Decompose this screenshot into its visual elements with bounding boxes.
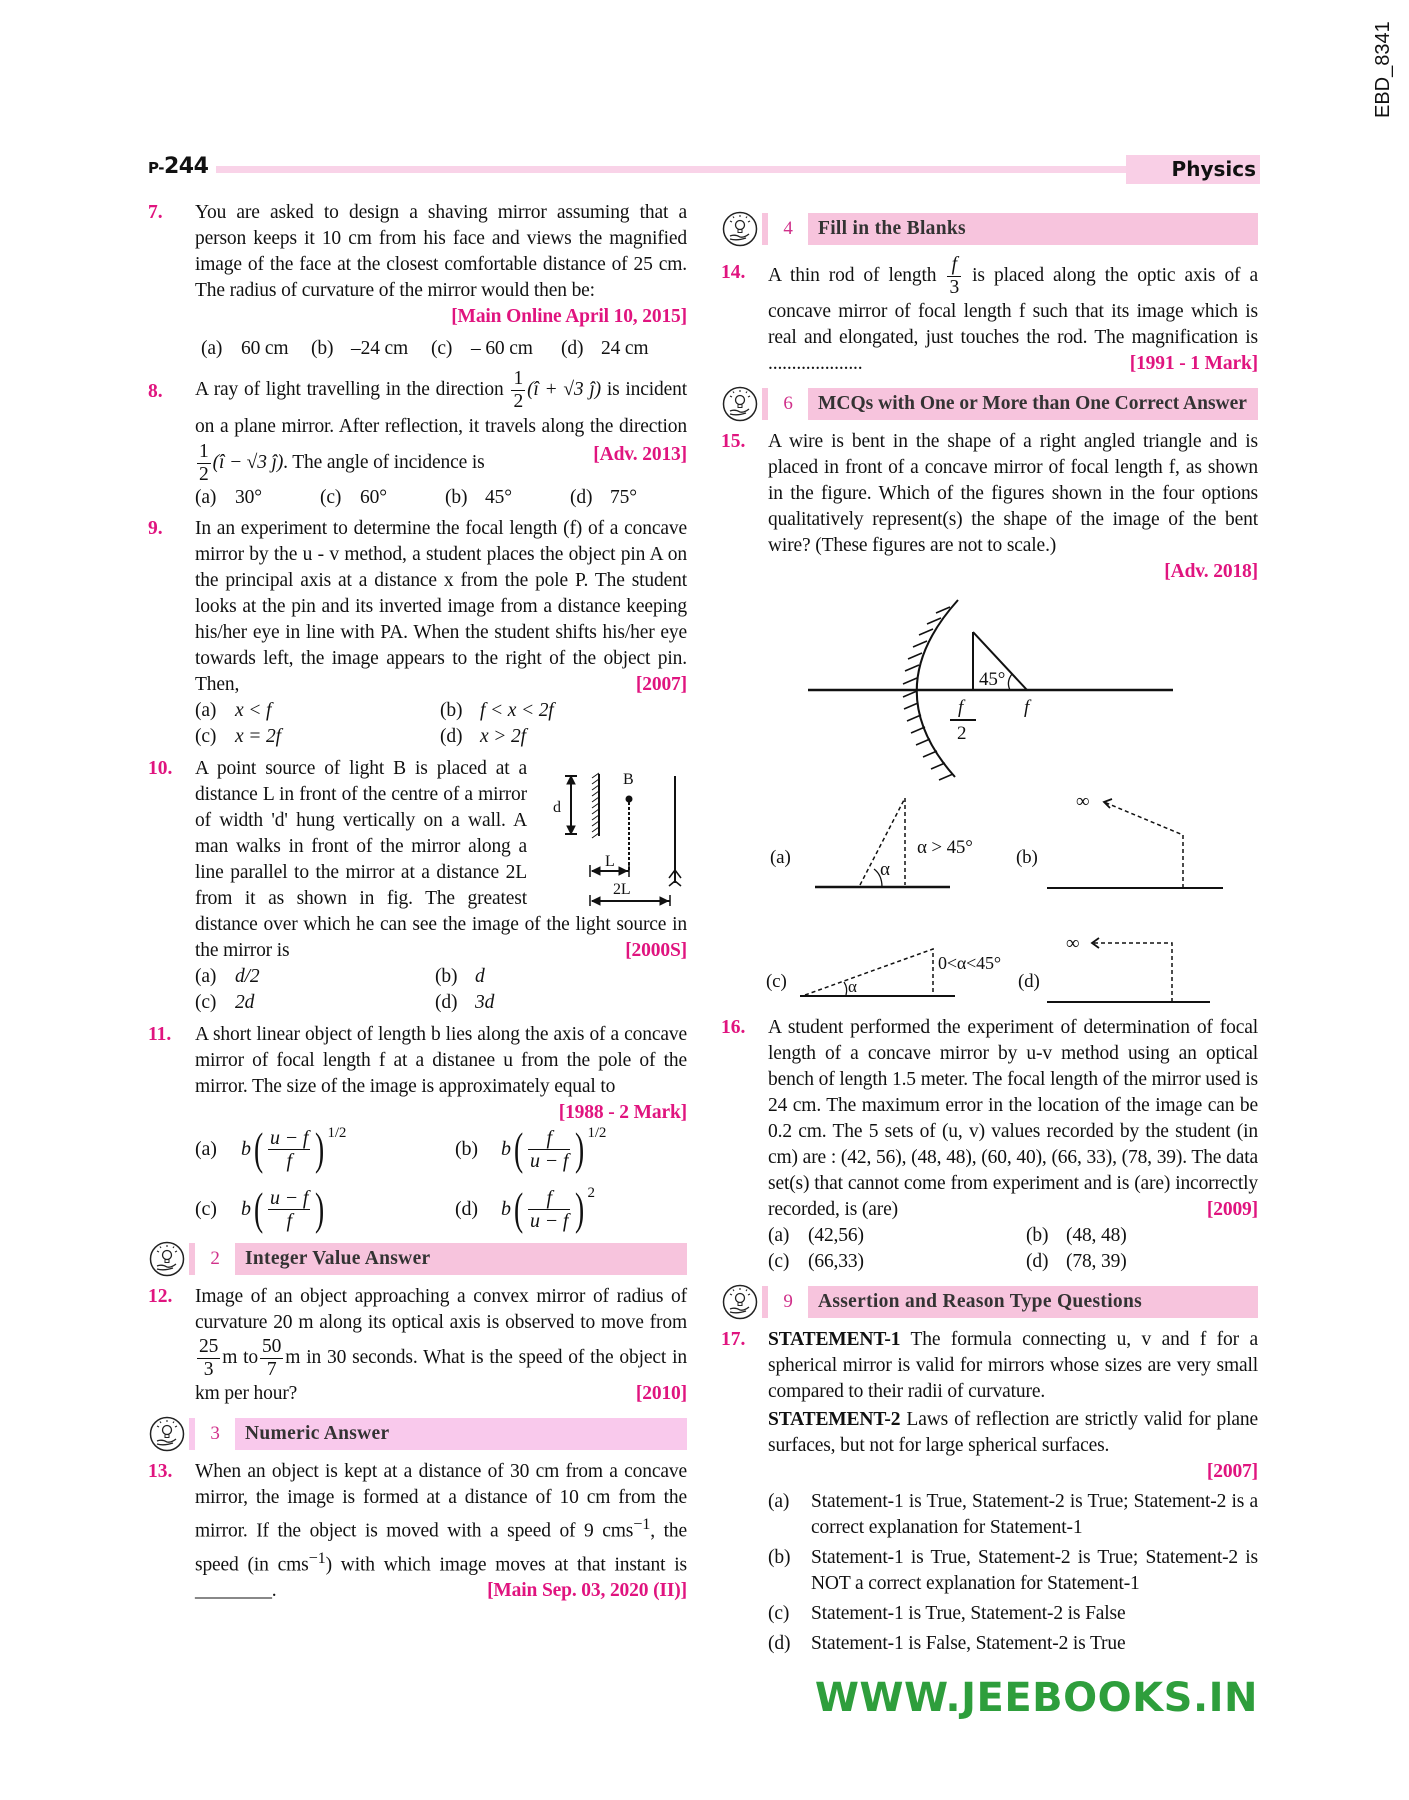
- option-d[interactable]: (d) 3d: [435, 992, 495, 1013]
- mirror-source-figure: [535, 756, 695, 906]
- source-tag: [1991 - 1 Mark]: [1129, 353, 1258, 374]
- label-cond-c: 0<α<45°: [938, 953, 1001, 973]
- label-infinity: ∞: [1066, 933, 1080, 954]
- option-b[interactable]: (b) d: [435, 966, 485, 987]
- option-c[interactable]: (c) 2d: [195, 992, 255, 1013]
- option-d[interactable]: (d) 75°: [570, 487, 637, 508]
- lightbulb-hand-icon: [149, 1416, 185, 1452]
- label-b: B: [623, 771, 634, 788]
- option-d[interactable]: (d) 24 cm: [561, 338, 649, 359]
- source-tag: [2007]: [635, 674, 687, 695]
- question-15: 15. A wire is bent in the shape of a right angled triangle and is placed in front of a concave mirror of focal length f, as shown in the figure. Which of the figures shown in the four options qualitatively represent(s) the shape of the image of the bent wire? (These figures are not to scale.) [Adv. 2018] 45° f 2 f (a) α α > 45° (b) ∞ (c) α 0<α<45° (d) ∞: [768, 429, 1258, 1009]
- option-c[interactable]: (c) Statement-1 is True, Statement-2 is False: [768, 1603, 1126, 1624]
- option-b-label: (b): [1016, 847, 1038, 868]
- option-c[interactable]: (c) (66,33): [768, 1251, 864, 1272]
- lightbulb-hand-icon: [149, 1241, 185, 1277]
- section-header-integer: 2 Integer Value Answer: [195, 1242, 687, 1276]
- option-d[interactable]: (d) (78, 39): [1026, 1251, 1127, 1272]
- left-column: [148, 200, 688, 1610]
- label-l: L: [605, 853, 615, 870]
- option-c-label: (c): [766, 971, 787, 992]
- source-tag: [Main Online April 10, 2015]: [451, 306, 687, 327]
- option-b[interactable]: (b) 45°: [445, 487, 512, 508]
- label-f-half-den: 2: [957, 723, 967, 744]
- option-d-label: (d): [1018, 971, 1040, 992]
- option-d[interactable]: (d) x > 2f: [440, 726, 526, 747]
- source-tag: [2010]: [635, 1383, 687, 1404]
- option-b[interactable]: (b) f < x < 2f: [440, 700, 554, 721]
- document-code: EBD_8341: [1372, 21, 1394, 118]
- option-b[interactable]: (b) –24 cm: [311, 338, 409, 359]
- option-c[interactable]: (c) b ( $\frac{u - f}{f}$ ): [195, 1183, 325, 1234]
- option-d[interactable]: (d) Statement-1 is False, Statement-2 is True: [768, 1633, 1126, 1654]
- option-a[interactable]: (a) 30°: [195, 487, 262, 508]
- subject-label: Physics: [1126, 155, 1260, 184]
- option-d[interactable]: (d) b ( $\frac{f}{u - f}$ ) 2: [455, 1183, 595, 1234]
- footer-website[interactable]: WWW.JEEBOOKS.IN: [814, 1675, 1258, 1721]
- option-c[interactable]: (c) 60°: [320, 487, 387, 508]
- source-tag: [2007]: [1206, 1461, 1258, 1482]
- source-tag: [Adv. 2013]: [593, 444, 687, 465]
- option-a[interactable]: (a) (42,56): [768, 1225, 864, 1246]
- header-rule: [216, 166, 1128, 173]
- label-alpha: α: [848, 977, 857, 996]
- label-infinity: ∞: [1076, 791, 1090, 812]
- option-a[interactable]: (a) Statement-1 is True, Statement-2 is True; Statement-2 is a correct explanation for Statement-1: [768, 1491, 1258, 1538]
- label-cond-a: α > 45°: [917, 837, 973, 858]
- source-tag: [2000S]: [625, 940, 687, 961]
- label-2l: 2L: [613, 881, 631, 898]
- question-17: 17. STATEMENT-1 The formula connecting u, v and f for a spherical mirror is valid for mirrors whose sizes are very small compared to their radii of curvature. STATEMENT-2 Laws of reflection are strictly valid for plane surfaces, but not for large spherical surfaces. [2007] (a) Statement-1 is True, Statement-2 is True; Statement-2 is a correct explanation for Statement-1 (b) Statement-1 is True, Statement-2 is True; Statement-2 is NOT a correct explanation for Statement-1 (c) Statement-1 is True, Statement-2 is False (d) Statement-1 is False, Statement-2 is True: [768, 1327, 1258, 1657]
- page-number: P-244: [148, 154, 209, 179]
- section-header-numeric: 3 Numeric Answer: [195, 1417, 687, 1451]
- question-11: 11. A short linear object of length b lies along the axis of a concave mirror of focal length f at a distanee u from the pole of the mirror. The size of the image is approximately equal to [1988 - 2 Mark] (a) b ( $\frac{u - f}{f}$ ) 1/2 (b) b ( $\frac{f}{u - f}$ ) 1/2 (c) b ( $\frac{u - f}{f}$ ) (d) b ( $\frac{f}{u - f}$ ) 2: [148, 1024, 687, 1234]
- option-a[interactable]: (a) d/2: [195, 966, 260, 987]
- source-tag: [2009]: [1206, 1199, 1258, 1220]
- right-column: [721, 202, 1258, 1721]
- label-alpha: α: [880, 859, 890, 880]
- source-tag: [Adv. 2018]: [1164, 561, 1258, 582]
- lightbulb-hand-icon: [722, 1284, 758, 1320]
- option-b[interactable]: (b) b ( $\frac{f}{u - f}$ ) 1/2: [455, 1123, 607, 1174]
- question-text: You are asked to design a shaving mirror assuming that a person keeps it 10 cm from his face and views the magnified image of the face at the closest comfortable distance of 25 cm. The radius of curvature of the mirror would then be:: [195, 202, 687, 301]
- question-14: 14. A thin rod of length $\frac{f}{3}$ is placed along the optic axis of a concave mirror of focal length f such that its image which is real and elongated, just touches the rod. The magnification is .................... [1991 - 1 Mark]: [768, 254, 1258, 377]
- option-b[interactable]: (b) (48, 48): [1026, 1225, 1127, 1246]
- option-a-label: (a): [770, 847, 791, 868]
- fraction: $\frac{1}{2}$: [513, 368, 524, 412]
- option-c[interactable]: (c) – 60 cm: [431, 338, 533, 359]
- lightbulb-hand-icon: [722, 386, 758, 422]
- source-tag: [Main Sep. 03, 2020 (II)]: [487, 1580, 687, 1601]
- fraction: $\frac{1}{2}$: [199, 441, 209, 485]
- option-b[interactable]: (b) Statement-1 is True, Statement-2 is True; Statement-2 is NOT a correct explanation for Statement-1: [768, 1547, 1258, 1594]
- source-tag: [1988 - 2 Mark]: [558, 1102, 687, 1123]
- bent-wire-figure: [750, 585, 1258, 1009]
- label-angle: 45°: [979, 669, 1006, 690]
- option-a[interactable]: (a) b ( $\frac{u - f}{f}$ ) 1/2: [195, 1123, 347, 1174]
- section-header-fill-blanks: 4 Fill in the Blanks: [768, 212, 1258, 246]
- option-a[interactable]: (a) x < f: [195, 700, 272, 721]
- question-13: 13. When an object is kept at a distance of 30 cm from a concave mirror, the image is formed at a distance of 10 cm from the mirror. If the object is moved with a speed of 9 cms$^{-1}$, the speed (in cms$^{-1}$) with which image moves at that instant is ________. [Main Sep. 03, 2020 (II)]: [195, 1459, 687, 1604]
- question-7: 7. You are asked to design a shaving mirror assuming that a person keeps it 10 cm from his face and views the magnified image of the face at the closest comfortable distance of 25 cm. The radius of curvature of the mirror would then be: [Main Online April 10, 2015] (a) 60 cm (b) –24 cm (c) – 60 cm (d) 24 cm: [195, 200, 687, 362]
- question-8: 8. A ray of light travelling in the direction $\frac{1}{2}$ (î + √3 ĵ) is incident on a plane mirror. After reflection, it travels along the direction $\frac{1}{2}$ (î − √3 ĵ). The angle of incidence is [Adv. 2013] (a) 30° (c) 60° (b) 45° (d) 75°: [148, 368, 688, 508]
- lightbulb-hand-icon: [722, 211, 758, 247]
- option-a[interactable]: (a) 60 cm: [201, 338, 289, 359]
- section-header-assertion: 9 Assertion and Reason Type Questions: [768, 1285, 1258, 1319]
- label-f-half-num: f: [958, 697, 964, 718]
- label-d: d: [553, 799, 561, 816]
- question-16: 16. A student performed the experiment of determination of focal length of a concave mirror by u-v method using an optical bench of length 1.5 meter. The focal length of the mirror used is 24 cm. The maximum error in the location of the image can be 0.2 cm. The 5 sets of (u, v) values recorded by the student (in cm) are : (42, 56), (48, 48), (60, 40), (66, 33), (78, 39). The data set(s) that cannot come from experiment and is (are) incorrectly recorded, is (are) [2009] (a) (42,56) (b) (48, 48) (c) (66,33) (d) (78, 39): [768, 1015, 1258, 1275]
- question-12: 12. Image of an object approaching a convex mirror of radius of curvature 20 m along its optical axis is observed to move from $\frac{25}{3}$ m to $\frac{50}{7}$ m in 30 seconds. What is the speed of the object in km per hour? [2010]: [195, 1284, 687, 1407]
- label-f: f: [1024, 697, 1030, 718]
- section-header-mcq: 6 MCQs with One or More than One Correct Answer: [768, 387, 1258, 421]
- question-10: 10. d B L 2L A point source of light B is placed at a distance L in front of the centre of a mirror of width 'd' hung vertically on a wall. A man walks in front of the mirror along a line parallel to the mirror at a distance 2L from it as shown in fig. The greatest distance over which he can see the image of the light source in the mirror is [2000S] (a) d/2 (b) d (c) 2d (d) 3d: [195, 756, 687, 1016]
- question-9: 9. In an experiment to determine the focal length (f) of a concave mirror by the u - v method, a student places the object pin A on the principal axis at a distance x from the pole P. The student looks at the pin and its inverted image from a distance keeping his/her eye in line with PA. When the student shifts his/her eye towards left, the image appears to the right of the object pin. Then, [2007] (a) x < f (b) f < x < 2f (c) x = 2f (d) x > 2f: [195, 516, 687, 750]
- option-c[interactable]: (c) x = 2f: [195, 726, 281, 747]
